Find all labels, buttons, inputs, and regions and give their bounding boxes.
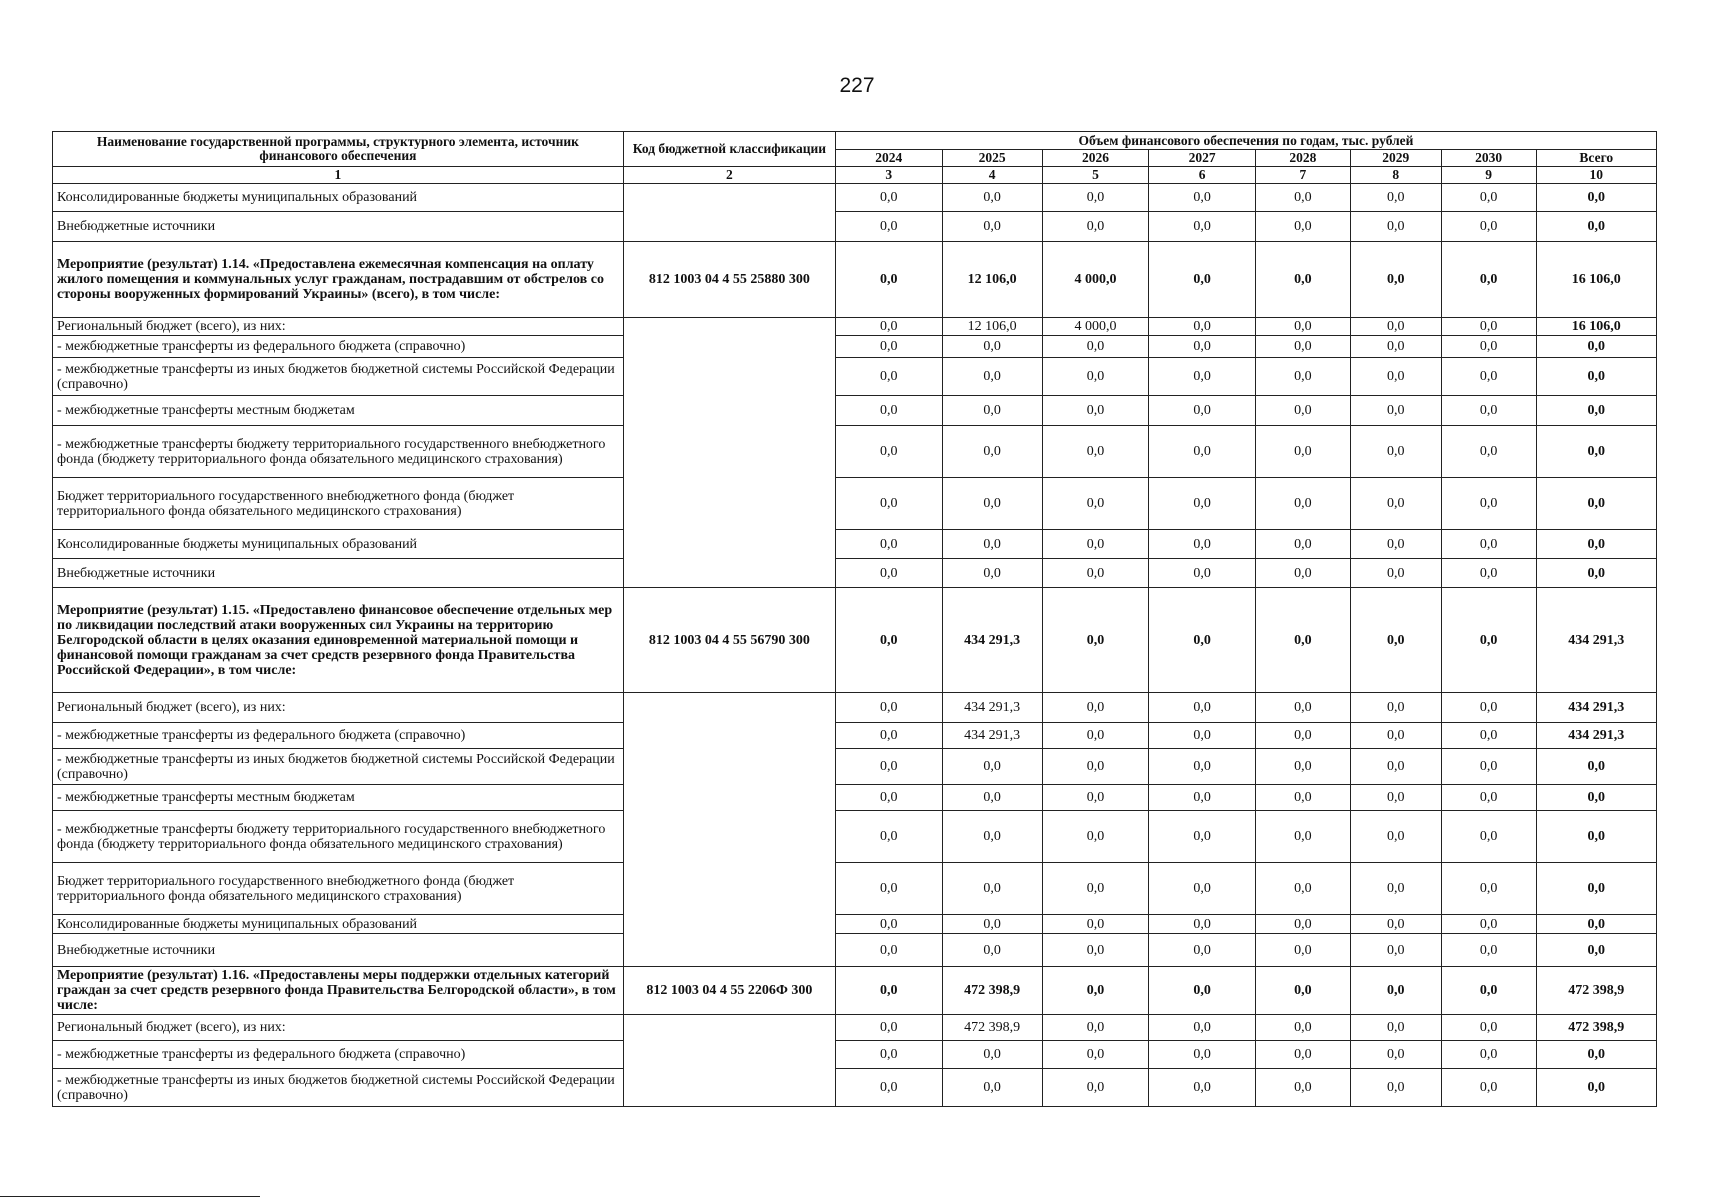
row-value: 0,0: [1042, 915, 1149, 934]
row-total: 0,0: [1536, 785, 1656, 811]
row-value: 0,0: [1149, 358, 1256, 396]
row-value: 0,0: [1350, 184, 1441, 212]
row-value: 0,0: [1149, 318, 1256, 336]
row-value: 0,0: [1255, 396, 1350, 426]
row-value: 0,0: [1042, 785, 1149, 811]
row-value: 0,0: [942, 396, 1042, 426]
row-value: 0,0: [1042, 588, 1149, 693]
row-value: 0,0: [835, 723, 942, 749]
row-value: 0,0: [835, 318, 942, 336]
row-value: 0,0: [1042, 1069, 1149, 1107]
table-row: [53, 358, 1657, 396]
row-code: [623, 1015, 835, 1107]
column-number: 10: [1536, 167, 1656, 184]
row-value: 0,0: [835, 559, 942, 588]
header-year: 2027: [1149, 150, 1256, 167]
row-total: 434 291,3: [1536, 693, 1656, 723]
table-row: [53, 242, 1657, 318]
row-name: - межбюджетные трансферты местным бюджетам: [53, 785, 624, 811]
column-number: 5: [1042, 167, 1149, 184]
row-total: 0,0: [1536, 811, 1656, 863]
row-value: 0,0: [1350, 336, 1441, 358]
row-value: 0,0: [1255, 559, 1350, 588]
row-value: 0,0: [942, 184, 1042, 212]
row-name: Мероприятие (результат) 1.16. «Предоставлены меры поддержки отдельных категорий граждан за счет средств резервного фонда Правительства Белгородской области», в том числе:: [53, 967, 624, 1015]
row-value: 472 398,9: [942, 967, 1042, 1015]
row-value: 0,0: [1042, 396, 1149, 426]
header-year: 2026: [1042, 150, 1149, 167]
row-value: 0,0: [1042, 934, 1149, 967]
row-value: 0,0: [1149, 749, 1256, 785]
table-row: [53, 934, 1657, 967]
row-value: 0,0: [835, 336, 942, 358]
row-value: 0,0: [1255, 358, 1350, 396]
row-value: 0,0: [1255, 967, 1350, 1015]
header-code: Код бюджетной классификации: [623, 132, 835, 167]
row-value: 0,0: [1149, 184, 1256, 212]
row-value: 0,0: [1149, 1015, 1256, 1041]
row-value: 0,0: [1042, 212, 1149, 242]
row-value: 0,0: [1441, 336, 1536, 358]
row-value: 0,0: [1441, 693, 1536, 723]
row-code: [623, 184, 835, 242]
row-value: 434 291,3: [942, 693, 1042, 723]
row-value: 0,0: [1441, 212, 1536, 242]
row-value: 0,0: [942, 478, 1042, 530]
row-value: 0,0: [1441, 967, 1536, 1015]
table-row: [53, 915, 1657, 934]
row-value: 0,0: [1042, 811, 1149, 863]
row-total: 434 291,3: [1536, 723, 1656, 749]
row-value: 434 291,3: [942, 588, 1042, 693]
row-value: 0,0: [1350, 318, 1441, 336]
row-value: 0,0: [1149, 242, 1256, 318]
row-name: - межбюджетные трансферты бюджету территориального государственного внебюджетного фонда (бюджету территориального фонда обязательного медицинского страхования): [53, 426, 624, 478]
row-value: 0,0: [1042, 693, 1149, 723]
row-value: 0,0: [835, 1015, 942, 1041]
row-total: 0,0: [1536, 1041, 1656, 1069]
row-name: Консолидированные бюджеты муниципальных образований: [53, 915, 624, 934]
header-name: Наименование государственной программы, структурного элемента, источник финансового обеспечения: [53, 132, 624, 167]
row-value: 0,0: [942, 426, 1042, 478]
header-year: 2030: [1441, 150, 1536, 167]
table-row: [53, 530, 1657, 559]
row-value: 0,0: [835, 863, 942, 915]
row-name: Консолидированные бюджеты муниципальных образований: [53, 530, 624, 559]
row-value: 0,0: [1441, 1041, 1536, 1069]
row-name: - межбюджетные трансферты из иных бюджетов бюджетной системы Российской Федерации (справочно): [53, 749, 624, 785]
table-row: [53, 318, 1657, 336]
row-value: 0,0: [1350, 1041, 1441, 1069]
row-value: 0,0: [1255, 723, 1350, 749]
row-value: 0,0: [1350, 1069, 1441, 1107]
header-volume: Объем финансового обеспечения по годам, тыс. рублей: [835, 132, 1656, 150]
header-year: 2025: [942, 150, 1042, 167]
row-value: 0,0: [1149, 588, 1256, 693]
row-value: 0,0: [1149, 1041, 1256, 1069]
row-value: 0,0: [1255, 184, 1350, 212]
row-value: 0,0: [1350, 212, 1441, 242]
footer-rule: [0, 1196, 260, 1197]
table-row: [53, 863, 1657, 915]
row-value: 0,0: [1255, 1015, 1350, 1041]
row-name: - межбюджетные трансферты из федерального бюджета (справочно): [53, 1041, 624, 1069]
row-value: 0,0: [942, 785, 1042, 811]
row-total: 0,0: [1536, 915, 1656, 934]
row-name: Внебюджетные источники: [53, 934, 624, 967]
row-name: Внебюджетные источники: [53, 559, 624, 588]
table-row: [53, 212, 1657, 242]
row-value: 0,0: [1042, 184, 1149, 212]
row-value: 0,0: [1350, 588, 1441, 693]
row-value: 0,0: [835, 693, 942, 723]
row-value: 0,0: [1350, 396, 1441, 426]
row-value: 0,0: [1042, 478, 1149, 530]
row-value: 0,0: [942, 811, 1042, 863]
row-value: 0,0: [835, 184, 942, 212]
row-value: 0,0: [1255, 811, 1350, 863]
row-name: - межбюджетные трансферты из иных бюджетов бюджетной системы Российской Федерации (справочно): [53, 358, 624, 396]
row-name: - межбюджетные трансферты местным бюджетам: [53, 396, 624, 426]
row-name: Консолидированные бюджеты муниципальных образований: [53, 184, 624, 212]
row-value: 0,0: [1255, 915, 1350, 934]
row-value: 0,0: [1441, 934, 1536, 967]
row-value: 0,0: [1350, 863, 1441, 915]
row-value: 0,0: [1441, 318, 1536, 336]
financing-table: [52, 131, 1657, 1107]
row-value: 0,0: [1350, 358, 1441, 396]
table-row: [53, 967, 1657, 1015]
row-value: 0,0: [1149, 212, 1256, 242]
row-value: 0,0: [1441, 478, 1536, 530]
column-number: 6: [1149, 167, 1256, 184]
row-value: 0,0: [1255, 588, 1350, 693]
row-total: 472 398,9: [1536, 1015, 1656, 1041]
row-value: 0,0: [1149, 396, 1256, 426]
row-value: 0,0: [942, 358, 1042, 396]
row-total: 0,0: [1536, 1069, 1656, 1107]
row-value: 434 291,3: [942, 723, 1042, 749]
row-value: 0,0: [942, 749, 1042, 785]
row-value: 0,0: [835, 212, 942, 242]
row-value: 0,0: [835, 478, 942, 530]
row-value: 0,0: [1350, 785, 1441, 811]
row-name: Мероприятие (результат) 1.14. «Предоставлена ежемесячная компенсация на оплату жилого помещения и коммунальных услуг гражданам, пострадавшим от обстрелов со стороны вооруженных формирований Украины» (всего), в том числе:: [53, 242, 624, 318]
row-value: 4 000,0: [1042, 318, 1149, 336]
row-name: Мероприятие (результат) 1.15. «Предоставлено финансовое обеспечение отдельных мер по ликвидации последствий атаки вооруженных сил Украины на территорию Белгородской области в целях оказания единовременной материальной помощи и финансовой помощи гражданам за счет средств резервного фонда Правительства Российской Федерации», в том числе:: [53, 588, 624, 693]
row-value: 0,0: [1255, 318, 1350, 336]
row-value: 0,0: [1350, 915, 1441, 934]
row-value: 0,0: [1441, 863, 1536, 915]
row-code: 812 1003 04 4 55 25880 300: [623, 242, 835, 318]
row-value: 0,0: [835, 530, 942, 559]
row-code: [623, 693, 835, 967]
row-value: 0,0: [942, 934, 1042, 967]
row-value: 0,0: [1350, 934, 1441, 967]
row-value: 0,0: [1441, 811, 1536, 863]
row-value: 0,0: [1255, 1041, 1350, 1069]
row-value: 0,0: [1441, 426, 1536, 478]
row-value: 0,0: [942, 863, 1042, 915]
row-name: - межбюджетные трансферты бюджету территориального государственного внебюджетного фонда (бюджету территориального фонда обязательного медицинского страхования): [53, 811, 624, 863]
row-value: 0,0: [1441, 242, 1536, 318]
row-value: 0,0: [1350, 426, 1441, 478]
row-value: 0,0: [1149, 934, 1256, 967]
row-value: 0,0: [1149, 693, 1256, 723]
row-total: 0,0: [1536, 934, 1656, 967]
table-row: [53, 785, 1657, 811]
row-value: 0,0: [1042, 1015, 1149, 1041]
row-value: 0,0: [1441, 559, 1536, 588]
row-total: 16 106,0: [1536, 242, 1656, 318]
row-code: 812 1003 04 4 55 2206Ф 300: [623, 967, 835, 1015]
row-value: 0,0: [1042, 863, 1149, 915]
row-value: 0,0: [835, 396, 942, 426]
row-value: 0,0: [1350, 693, 1441, 723]
row-value: 12 106,0: [942, 242, 1042, 318]
row-total: 16 106,0: [1536, 318, 1656, 336]
row-value: 0,0: [1042, 723, 1149, 749]
row-value: 0,0: [1255, 478, 1350, 530]
row-value: 0,0: [1042, 559, 1149, 588]
header-year: 2024: [835, 150, 942, 167]
table-row: [53, 1015, 1657, 1041]
row-value: 0,0: [1149, 915, 1256, 934]
row-value: 0,0: [1350, 1015, 1441, 1041]
row-value: 0,0: [1149, 723, 1256, 749]
row-value: 0,0: [1042, 358, 1149, 396]
row-value: 0,0: [1441, 785, 1536, 811]
row-value: 0,0: [1255, 212, 1350, 242]
row-name: Бюджет территориального государственного внебюджетного фонда (бюджет территориального фонда обязательного медицинского страхования): [53, 863, 624, 915]
row-total: 0,0: [1536, 212, 1656, 242]
row-value: 0,0: [942, 212, 1042, 242]
row-value: 0,0: [1441, 358, 1536, 396]
table-row: [53, 723, 1657, 749]
row-total: 0,0: [1536, 478, 1656, 530]
column-number: 1: [53, 167, 624, 184]
row-value: 0,0: [1441, 1015, 1536, 1041]
row-value: 0,0: [835, 811, 942, 863]
row-value: 0,0: [1149, 967, 1256, 1015]
row-value: 0,0: [1149, 559, 1256, 588]
row-value: 0,0: [1149, 530, 1256, 559]
table-row: [53, 1041, 1657, 1069]
row-value: 0,0: [1149, 811, 1256, 863]
row-value: 0,0: [1441, 184, 1536, 212]
row-value: 0,0: [1441, 396, 1536, 426]
row-total: 0,0: [1536, 559, 1656, 588]
table-row: [53, 693, 1657, 723]
row-value: 0,0: [1350, 749, 1441, 785]
row-total: 0,0: [1536, 396, 1656, 426]
row-total: 0,0: [1536, 863, 1656, 915]
row-code: 812 1003 04 4 55 56790 300: [623, 588, 835, 693]
row-value: 0,0: [835, 1069, 942, 1107]
table-row: [53, 749, 1657, 785]
row-value: 0,0: [1441, 1069, 1536, 1107]
table-row: [53, 184, 1657, 212]
row-value: 0,0: [1441, 915, 1536, 934]
row-code: [623, 318, 835, 588]
row-name: - межбюджетные трансферты из федерального бюджета (справочно): [53, 723, 624, 749]
table-row: [53, 811, 1657, 863]
row-value: 0,0: [1350, 967, 1441, 1015]
row-name: Внебюджетные источники: [53, 212, 624, 242]
row-value: 0,0: [835, 749, 942, 785]
row-total: 434 291,3: [1536, 588, 1656, 693]
row-value: 0,0: [1350, 811, 1441, 863]
row-value: 0,0: [1255, 863, 1350, 915]
column-number: 8: [1350, 167, 1441, 184]
row-value: 0,0: [1441, 723, 1536, 749]
row-value: 0,0: [1042, 530, 1149, 559]
row-total: 0,0: [1536, 336, 1656, 358]
row-value: 0,0: [835, 785, 942, 811]
row-value: 0,0: [942, 530, 1042, 559]
row-value: 0,0: [1350, 723, 1441, 749]
row-value: 0,0: [835, 915, 942, 934]
row-value: 0,0: [942, 336, 1042, 358]
row-value: 0,0: [1042, 426, 1149, 478]
row-value: 0,0: [1042, 749, 1149, 785]
row-value: 0,0: [1255, 749, 1350, 785]
row-value: 0,0: [1350, 559, 1441, 588]
row-value: 0,0: [835, 358, 942, 396]
row-value: 0,0: [1441, 749, 1536, 785]
row-value: 0,0: [835, 967, 942, 1015]
row-value: 472 398,9: [942, 1015, 1042, 1041]
row-name: Региональный бюджет (всего), из них:: [53, 1015, 624, 1041]
header-year: 2029: [1350, 150, 1441, 167]
row-value: 0,0: [1042, 1041, 1149, 1069]
row-name: Бюджет территориального государственного внебюджетного фонда (бюджет территориального фонда обязательного медицинского страхования): [53, 478, 624, 530]
row-value: 0,0: [1042, 967, 1149, 1015]
column-number: 7: [1255, 167, 1350, 184]
row-value: 0,0: [1255, 785, 1350, 811]
row-value: 0,0: [942, 1069, 1042, 1107]
row-value: 0,0: [1042, 336, 1149, 358]
row-total: 0,0: [1536, 184, 1656, 212]
table-row: [53, 1069, 1657, 1107]
row-value: 0,0: [1441, 530, 1536, 559]
table-row: [53, 478, 1657, 530]
row-total: 0,0: [1536, 749, 1656, 785]
row-name: Региональный бюджет (всего), из них:: [53, 693, 624, 723]
header-total: Всего: [1536, 150, 1656, 167]
row-value: 0,0: [1149, 785, 1256, 811]
row-value: 0,0: [1255, 242, 1350, 318]
row-value: 0,0: [1255, 336, 1350, 358]
table-row: [53, 588, 1657, 693]
row-value: 0,0: [942, 559, 1042, 588]
row-name: - межбюджетные трансферты из иных бюджетов бюджетной системы Российской Федерации (справочно): [53, 1069, 624, 1107]
row-name: - межбюджетные трансферты из федерального бюджета (справочно): [53, 336, 624, 358]
page-number: 227: [839, 74, 875, 97]
row-value: 0,0: [1255, 1069, 1350, 1107]
row-value: 0,0: [942, 915, 1042, 934]
row-value: 4 000,0: [1042, 242, 1149, 318]
row-value: 0,0: [1255, 934, 1350, 967]
row-value: 0,0: [1255, 530, 1350, 559]
table-row: [53, 336, 1657, 358]
row-total: 0,0: [1536, 530, 1656, 559]
row-total: 0,0: [1536, 426, 1656, 478]
row-value: 0,0: [1149, 478, 1256, 530]
row-value: 0,0: [1350, 242, 1441, 318]
row-value: 0,0: [835, 588, 942, 693]
row-value: 0,0: [835, 242, 942, 318]
row-value: 0,0: [1441, 588, 1536, 693]
column-number: 9: [1441, 167, 1536, 184]
column-number: 3: [835, 167, 942, 184]
row-value: 0,0: [1149, 863, 1256, 915]
row-total: 472 398,9: [1536, 967, 1656, 1015]
column-number: 4: [942, 167, 1042, 184]
row-value: 0,0: [942, 1041, 1042, 1069]
row-value: 0,0: [1149, 426, 1256, 478]
row-total: 0,0: [1536, 358, 1656, 396]
column-number: 2: [623, 167, 835, 184]
row-value: 0,0: [1149, 336, 1256, 358]
row-value: 0,0: [835, 426, 942, 478]
row-value: 0,0: [1350, 530, 1441, 559]
row-value: 0,0: [1255, 426, 1350, 478]
row-name: Региональный бюджет (всего), из них:: [53, 318, 624, 336]
row-value: 0,0: [1255, 693, 1350, 723]
row-value: 0,0: [1350, 478, 1441, 530]
header-year: 2028: [1255, 150, 1350, 167]
table-row: [53, 559, 1657, 588]
row-value: 0,0: [835, 934, 942, 967]
row-value: 0,0: [1149, 1069, 1256, 1107]
table-row: [53, 396, 1657, 426]
table-row: [53, 426, 1657, 478]
row-value: 0,0: [835, 1041, 942, 1069]
row-value: 12 106,0: [942, 318, 1042, 336]
